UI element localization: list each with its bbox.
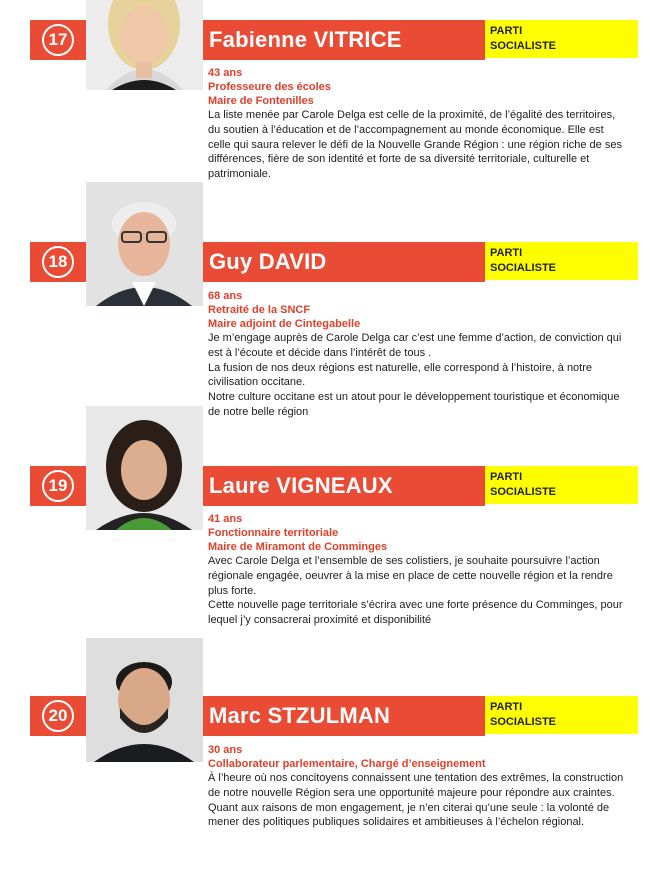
candidate-photo (86, 406, 203, 530)
candidate-number: 18 (42, 246, 74, 278)
candidate-age: 43 ans (208, 67, 243, 79)
candidate-role: Fonctionnaire territoriale (208, 527, 339, 539)
number-badge (30, 20, 86, 60)
candidate-number: 19 (42, 470, 74, 502)
candidate-info (208, 289, 628, 420)
candidate-mandate: Maire de Fontenilles (208, 95, 314, 107)
candidate-mandate: Maire de Miramont de Comminges (208, 541, 388, 553)
candidate-photo (86, 0, 203, 90)
party-badge (485, 20, 638, 58)
number-badge (30, 466, 86, 506)
candidate-name: Marc STZULMAN (203, 696, 485, 736)
candidate-bio: Je m’engage auprès de Carole Delga car c’est une femme d’action, de conviction qui est à l’écoute et décide dans l’intérêt de tous . La fusion de nos deux régions est naturelle, elle correspond à l’histoire, à notre civilisation occitane. Notre culture occitane est un atout pour le développement touristique et économique de notre belle région (208, 332, 622, 418)
candidate-name: Fabienne VITRICE (203, 20, 485, 60)
party-line1: PARTI (490, 247, 523, 259)
candidate-info (208, 66, 628, 182)
candidate-name: Guy DAVID (203, 242, 485, 282)
candidate-bio: Avec Carole Delga et l’ensemble de ses colistiers, je souhaite poursuivre l’action régionale engagée, oeuvrer à la mise en place de cette nouvelle région et la rendre plus forte. Cette nouvelle page territoriale s’écrira avec une forte présence du Comminges, pour lequel j’y consacrerai proximité et disponibilité (208, 555, 623, 627)
candidate-photo (86, 182, 203, 306)
candidate-age: 41 ans (208, 513, 243, 525)
candidate-number: 20 (42, 700, 74, 732)
candidate-age: 68 ans (208, 290, 243, 302)
candidate-info (208, 743, 628, 830)
candidate-age: 30 ans (208, 744, 243, 756)
candidate-mandate: Maire adjoint de Cintegabelle (208, 318, 361, 330)
party-line1: PARTI (490, 701, 523, 713)
candidate-info (208, 512, 628, 628)
candidate-role: Professeure des écoles (208, 81, 331, 93)
candidate-role: Retraité de la SNCF (208, 304, 311, 316)
party-line1: PARTI (490, 25, 523, 37)
candidate-bio: À l’heure où nos concitoyens connaissent une tentation des extrêmes, la construction de notre nouvelle Région sera une opportunité majeure pour répondre aux craintes. Quant aux raisons de mon engagement, je n’en citerai qu’une seule : la volonté de mener des politiques publiques solidaires et ambitieuses à l’échelon régional. (208, 772, 624, 829)
party-badge (485, 696, 638, 734)
number-badge (30, 696, 86, 736)
candidate-name: Laure VIGNEAUX (203, 466, 485, 506)
party-line1: PARTI (490, 471, 523, 483)
party-line2: SOCIALISTE (490, 40, 557, 52)
candidate-number: 17 (42, 24, 74, 56)
candidate-photo (86, 638, 203, 762)
number-badge (30, 242, 86, 282)
party-badge (485, 466, 638, 504)
party-badge (485, 242, 638, 280)
party-line2: SOCIALISTE (490, 716, 557, 728)
candidate-bio: La liste menée par Carole Delga est celle de la proximité, de l’égalité des territoires, du soutien à l’éducation et de l’accompagnement au monde économique. Elle est celle qui saura relever le défi de la Nouvelle Grande Région : une région riche de ses différences, fière de son identité et forte de sa diversité territoriale, culturelle et patrimoniale. (208, 109, 622, 181)
party-line2: SOCIALISTE (490, 486, 557, 498)
candidate-role: Collaborateur parlementaire, Chargé d’enseignement (208, 758, 486, 770)
party-line2: SOCIALISTE (490, 262, 557, 274)
